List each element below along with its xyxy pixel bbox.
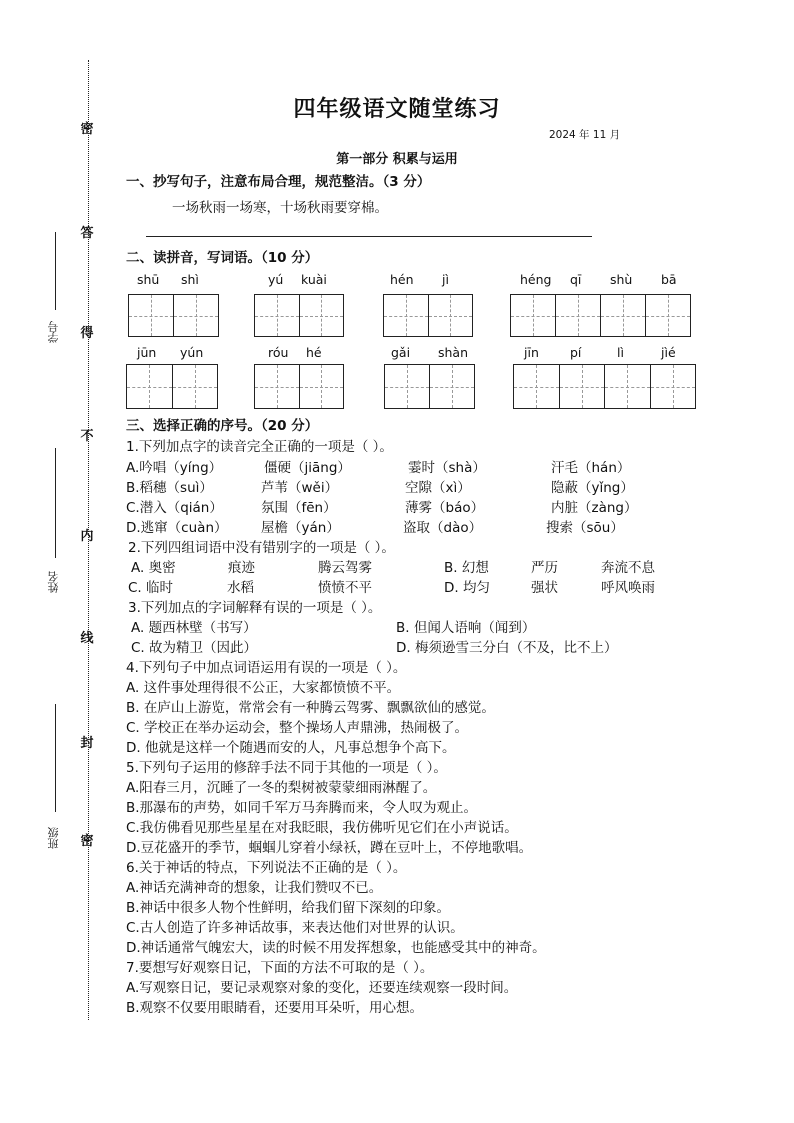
exam-date: 2024 年 11 月: [549, 129, 621, 141]
option-b: B.观察不仅要用眼睛看，还要用耳朵听，用心想。: [126, 1000, 424, 1016]
question-6: 6.关于神话的特点，下列说法不正确的是（ ）。: [126, 860, 407, 876]
pinyin: shù: [610, 272, 633, 287]
option-a: A.吟唱（yíng）: [126, 460, 223, 476]
binding-char-mi-2: 密: [80, 834, 94, 849]
writing-grid[interactable]: [254, 294, 344, 337]
pinyin: shàn: [438, 345, 469, 360]
option-d: D.逃窜（cuàn）: [126, 520, 228, 536]
option-b: 隐蔽（yǐng）: [551, 480, 634, 496]
option-a: A. 题西林壁（书写）: [131, 620, 257, 636]
writing-grid[interactable]: [383, 294, 473, 337]
pinyin: jìé: [661, 345, 676, 360]
question-2: 2.下列四组词语中没有错别字的一项是（ ）。: [128, 540, 395, 556]
option-d: D. 均匀: [444, 580, 490, 596]
option-d: 呼风唤雨: [601, 580, 655, 596]
pinyin: yún: [180, 345, 204, 360]
option-c: C. 临时: [128, 580, 174, 596]
pinyin: róu: [268, 345, 289, 360]
option-b: B.那瀑布的声势，如同千军万马奔腾而来，令人叹为观止。: [126, 800, 478, 816]
option-d: D. 他就是这样一个随遇而安的人，凡事总想争个高下。: [126, 740, 456, 756]
writing-grid[interactable]: [384, 364, 475, 409]
option-c: 薄雾（báo）: [405, 500, 485, 516]
copy-sentence: 一场秋雨一场寒，十场秋雨要穿棉。: [172, 200, 388, 216]
option-d: D. 梅须逊雪三分白（不及，比不上）: [396, 640, 618, 656]
option-d: 强状: [531, 580, 558, 596]
option-d: 屋檐（yán）: [261, 520, 340, 536]
student-id-blank[interactable]: [55, 232, 56, 310]
question-3: 3.下列加点的字词解释有误的一项是（ ）。: [128, 600, 382, 616]
section-1-heading: 一、抄写句子，注意布局合理，规范整洁。（3 分）: [126, 174, 431, 190]
option-d: D.豆花盛开的季节，蝈蝈儿穿着小绿袄，蹲在豆叶上，不停地歌唱。: [126, 840, 533, 856]
writing-grid[interactable]: [513, 364, 696, 409]
binding-char-bu: 不: [80, 429, 94, 444]
option-b: B. 在庐山上游览，常常会有一种腾云驾雾、飘飘欲仙的感觉。: [126, 700, 495, 716]
section-3-heading: 三、选择正确的序号。（20 分）: [126, 418, 319, 434]
option-a: 霎时（shà）: [408, 460, 486, 476]
name-blank[interactable]: [55, 448, 56, 558]
option-b: 空隙（xì）: [405, 480, 471, 496]
question-4: 4.下列句子中加点词语运用有误的一项是（ ）。: [126, 660, 407, 676]
option-c: 愤愤不平: [318, 580, 372, 596]
option-a: A.神话充满神奇的想象，让我们赞叹不已。: [126, 880, 383, 896]
pinyin: jūn: [137, 345, 157, 360]
binding-char-de: 得: [80, 326, 94, 341]
pinyin: bā: [661, 272, 677, 287]
section-2-heading: 二、读拼音，写词语。（10 分）: [126, 250, 319, 266]
writing-grid[interactable]: [128, 294, 219, 337]
option-a: A.阳春三月，沉睡了一冬的梨树被蒙蒙细雨淋醒了。: [126, 780, 437, 796]
student-id-label: 学号: [47, 321, 60, 343]
option-b: 严历: [531, 560, 558, 576]
option-b: B.稻穗（suì）: [126, 480, 213, 496]
option-c: C. 学校正在举办运动会，整个操场人声鼎沸，热闹极了。: [126, 720, 469, 736]
binding-char-mi: 密: [80, 122, 94, 137]
pinyin: shì: [181, 272, 199, 287]
option-d: 搜索（sōu）: [546, 520, 624, 536]
pinyin: hén: [390, 272, 414, 287]
option-a: A. 奥密: [131, 560, 176, 576]
option-c: 氛围（fēn）: [261, 500, 337, 516]
writing-grid[interactable]: [126, 364, 218, 409]
pinyin: qī: [570, 272, 582, 287]
pinyin: hé: [306, 345, 322, 360]
option-b: 芦苇（wěi）: [261, 480, 339, 496]
question-7: 7.要想写好观察日记，下面的方法不可取的是（ ）。: [126, 960, 434, 976]
option-a: 腾云驾雾: [318, 560, 372, 576]
writing-grid[interactable]: [510, 294, 691, 337]
option-a: 汗毛（hán）: [551, 460, 631, 476]
pinyin: yú: [268, 272, 284, 287]
option-b: B. 但闻人语响（闻到）: [396, 620, 536, 636]
class-label: 班级: [47, 827, 60, 849]
option-a: 痕迹: [228, 560, 255, 576]
pinyin: kuài: [301, 272, 327, 287]
option-a: A.写观察日记，要记录观察对象的变化，还要连续观察一段时间。: [126, 980, 518, 996]
option-c: 水稻: [227, 580, 254, 596]
binding-char-xian: 线: [80, 631, 94, 646]
copy-writing-line[interactable]: [146, 236, 592, 237]
option-c: C.潜入（qián）: [126, 500, 223, 516]
question-1: 1.下列加点字的读音完全正确的一项是（ ）。: [126, 439, 393, 455]
question-5: 5.下列句子运用的修辞手法不同于其他的一项是（ ）。: [126, 760, 447, 776]
pinyin: héng: [520, 272, 552, 287]
option-b: B. 幻想: [444, 560, 489, 576]
name-label: 姓名: [47, 571, 60, 593]
option-a: 僵硬（jiāng）: [264, 460, 351, 476]
pinyin: pí: [570, 345, 582, 360]
option-c: C.我仿佛看见那些星星在对我眨眼，我仿佛听见它们在小声说话。: [126, 820, 518, 836]
option-d: 盗取（dào）: [403, 520, 483, 536]
class-blank[interactable]: [55, 704, 56, 812]
option-a: A. 这件事处理得很不公正，大家都愤愤不平。: [126, 680, 401, 696]
option-c: C. 故为精卫（因此）: [131, 640, 258, 656]
binding-char-nei: 内: [80, 529, 94, 544]
pinyin: lì: [617, 345, 624, 360]
binding-char-da: 答: [80, 226, 94, 241]
option-b: B.神话中很多人物个性鲜明，给我们留下深刻的印象。: [126, 900, 451, 916]
pinyin: jīn: [524, 345, 539, 360]
binding-char-feng: 封: [80, 736, 94, 751]
part-heading: 第一部分 积累与运用: [336, 152, 458, 167]
page-title: 四年级语文随堂练习: [293, 97, 501, 122]
pinyin: shū: [137, 272, 160, 287]
option-c: C.古人创造了许多神话故事，来表达他们对世界的认识。: [126, 920, 464, 936]
option-c: 内脏（zàng）: [551, 500, 638, 516]
pinyin: gǎi: [391, 345, 411, 360]
option-d: D.神话通常气魄宏大，读的时候不用发挥想象，也能感受其中的神奇。: [126, 940, 546, 956]
pinyin: jì: [442, 272, 449, 287]
writing-grid[interactable]: [254, 364, 344, 409]
option-b: 奔流不息: [601, 560, 655, 576]
